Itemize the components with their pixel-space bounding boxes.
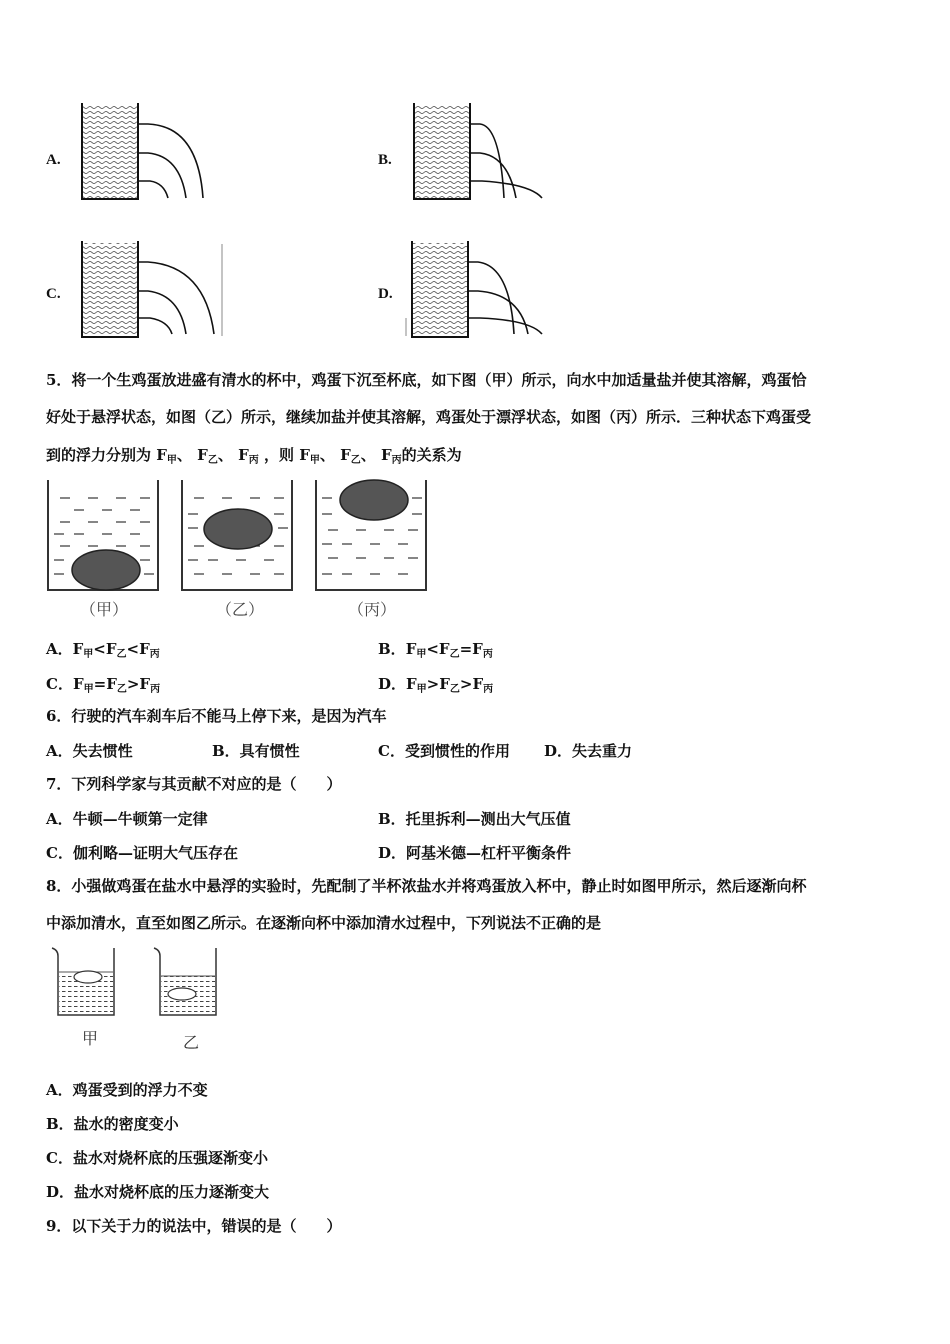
q8-fig-label-jia: 甲 [82,1029,99,1048]
q4-option-c-letter: C. [46,286,61,302]
q6-option-a: A．失去惯性 [46,742,133,760]
q4-figures [0,0,950,360]
q8-option-b: B．盐水的密度变小 [46,1115,179,1133]
q4-figure-b [414,103,542,199]
q8-option-a: A．鸡蛋受到的浮力不变 [46,1081,208,1099]
q8-fig-label-yi: 乙 [183,1033,200,1052]
q7-option-d: D．阿基米德—杠杆平衡条件 [378,844,572,862]
q7-option-a: A．牛顿—牛顿第一定律 [46,810,208,828]
q8-beakers-figure [44,944,224,1024]
q5-option-a: A．$F_甲<F_乙<F_丙$ [46,640,160,660]
q4-option-d-letter: D. [378,286,393,302]
q5-stem-line-3: 到的浮力分别为 $F_甲$、 $F_乙$、 $F_丙$ ，则 $F_甲$、 $F_乙$、 $F_丙$的关系为 [46,446,462,466]
q5-stem-line-1: 5．将一个生鸡蛋放进盛有清水的杯中，鸡蛋下沉至杯底，如下图（甲）所示，向水中加适量盐并使其溶解，鸡蛋恰 [46,371,807,389]
q7-stem: 7．下列科学家与其贡献不对应的是（ ） [46,775,342,793]
q5-fig-label-yi: （乙） [216,600,265,619]
q8-stem-line-2: 中添加清水，直至如图乙所示。在逐渐向杯中添加清水过程中，下列说法不正确的是 [46,914,602,932]
q5-fig-label-bing: （丙） [348,600,397,619]
q5-cup-yi [182,480,292,590]
q8-option-d: D．盐水对烧杯底的压力逐渐变大 [46,1183,270,1201]
q5-option-d: D．$F_甲>F_乙>F_丙$ [378,675,494,695]
q4-option-a-letter: A. [46,152,61,168]
q5-cup-jia [48,480,158,590]
q4-figure-d [406,241,542,337]
q4-figure-a [82,103,203,199]
q6-option-c: C．受到惯性的作用 [378,742,510,760]
q8-beaker-jia [52,948,114,1015]
q8-beaker-yi [154,948,216,1015]
q5-option-b: B．$F_甲<F_乙=F_丙$ [378,640,493,660]
q5-stem-line-2: 好处于悬浮状态，如图（乙）所示，继续加盐并使其溶解，鸡蛋处于漂浮状态，如图（丙）所示．三种状态下鸡蛋受 [46,408,812,426]
q5-option-c: C．$F_甲=F_乙>F_丙$ [46,675,161,695]
q4-figure-c [82,241,222,337]
q4-option-b-letter: B. [378,152,392,168]
q8-stem-line-1: 8．小强做鸡蛋在盐水中悬浮的实验时，先配制了半杯浓盐水并将鸡蛋放入杯中，静止时如图甲所示，然后逐渐向杯 [46,877,807,895]
q7-option-b: B．托里拆利—测出大气压值 [378,810,571,828]
q5-cup-bing [316,480,426,590]
q8-option-c: C．盐水对烧杯底的压强逐渐变小 [46,1149,268,1167]
q5-fig-label-jia: （甲） [80,600,129,619]
q9-stem: 9．以下关于力的说法中，错误的是（ ） [46,1217,342,1235]
q6-stem: 6．行驶的汽车刹车后不能马上停下来，是因为汽车 [46,707,387,725]
q7-option-c: C．伽利略—证明大气压存在 [46,844,238,862]
q6-option-b: B．具有惯性 [212,742,300,760]
q6-option-d: D．失去重力 [544,742,633,760]
